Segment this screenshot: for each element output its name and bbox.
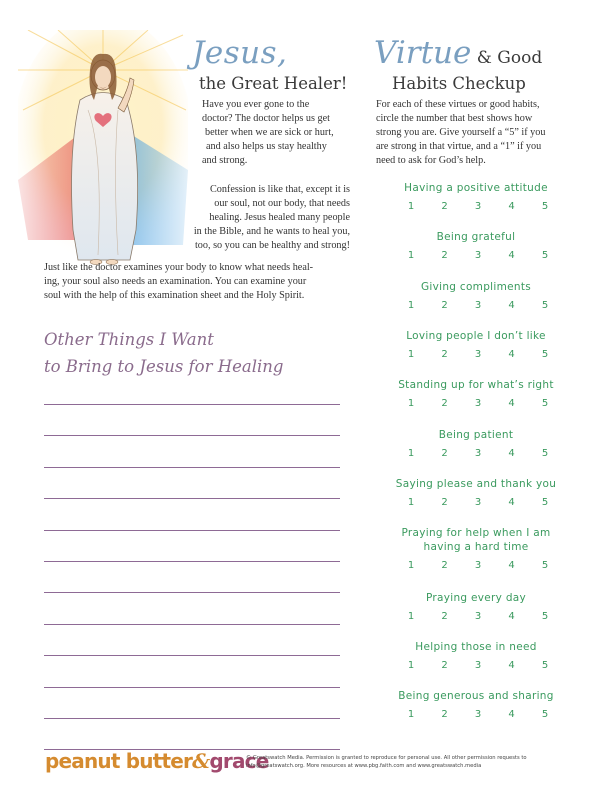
writing-line[interactable] (44, 498, 340, 499)
rating-scale (372, 201, 580, 213)
confession-line: Confession is like that, except it is (209, 184, 350, 195)
rating-option[interactable]: 1 (407, 250, 415, 261)
intro-paragraph (202, 98, 352, 168)
rating-option[interactable]: 4 (508, 398, 515, 409)
rating-option[interactable]: 1 (407, 398, 415, 409)
rating-option[interactable]: 4 (508, 709, 515, 720)
rating-option[interactable]: 3 (474, 660, 482, 671)
intro-line: and strong. (202, 155, 248, 166)
rating-scale (372, 448, 580, 460)
rating-option[interactable]: 2 (441, 349, 448, 360)
writing-lines[interactable] (44, 404, 340, 781)
rating-option[interactable]: 3 (474, 300, 482, 311)
intro-line: doctor? The doctor helps us get (202, 113, 330, 124)
rating-option[interactable]: 1 (407, 300, 415, 311)
rating-option[interactable]: 2 (441, 448, 448, 459)
brand-logo (45, 751, 268, 771)
virtue-label: Praying for help when I am having a hard time (401, 527, 551, 553)
examination-paragraph (44, 261, 349, 303)
writing-line[interactable] (44, 435, 340, 436)
writing-line[interactable] (44, 655, 340, 656)
right-title-word: Virtue (374, 35, 472, 71)
rating-option[interactable]: 1 (407, 497, 415, 508)
left-title: Jesus, (192, 35, 288, 71)
brand-part1: peanut butter (45, 749, 193, 773)
rating-option[interactable]: 2 (441, 709, 448, 720)
instructions-paragraph (376, 98, 576, 168)
virtue-item (372, 640, 580, 672)
rating-option[interactable]: 1 (407, 560, 415, 571)
writing-line[interactable] (44, 561, 340, 562)
writing-line[interactable] (44, 530, 340, 531)
confession-line: in the Bible, and he wants to heal you, (193, 226, 350, 237)
rating-option[interactable]: 3 (474, 497, 482, 508)
writing-line[interactable] (44, 467, 340, 468)
copyright-line: © Greatswatch Media. Permission is granted to reproduce for personal use. All other permission requests to (246, 755, 527, 761)
rating-option[interactable]: 3 (474, 398, 482, 409)
rating-option[interactable]: 3 (474, 448, 482, 459)
rating-option[interactable]: 4 (508, 660, 515, 671)
rating-option[interactable]: 5 (541, 709, 549, 720)
rating-option[interactable]: 3 (474, 250, 482, 261)
rating-option[interactable]: 4 (508, 300, 515, 311)
rating-scale (372, 660, 580, 672)
rating-option[interactable]: 5 (541, 398, 549, 409)
virtue-label: Praying every day (425, 592, 527, 604)
rating-option[interactable]: 5 (541, 560, 549, 571)
intro-line: Have you ever gone to the (202, 99, 310, 110)
rating-option[interactable]: 4 (508, 349, 515, 360)
instructions-line: need to ask for God’s help. (376, 155, 486, 166)
virtue-label: Being patient (438, 429, 514, 441)
rating-option[interactable]: 3 (474, 611, 482, 622)
virtue-label: Standing up for what’s right (398, 379, 554, 391)
right-subtitle: Habits Checkup (392, 74, 526, 93)
virtue-label: Loving people I don’t like (406, 330, 546, 342)
confession-line: our soul, not our body, that needs (214, 198, 350, 209)
writing-line[interactable] (44, 687, 340, 688)
rating-scale (372, 349, 580, 361)
rating-scale (372, 250, 580, 262)
instructions-line: circle the number that best shows how (376, 113, 533, 124)
examination-line: Just like the doctor examines your body to know what needs heal- (44, 262, 314, 273)
rating-option[interactable]: 2 (441, 201, 448, 212)
divine-mercy-illustration (18, 30, 188, 270)
confession-line: too, so you can be healthy and strong! (194, 240, 350, 251)
virtue-item (372, 329, 580, 361)
rating-option[interactable]: 5 (541, 497, 549, 508)
rating-option[interactable]: 3 (474, 560, 482, 571)
right-title (374, 35, 543, 71)
virtue-item (372, 280, 580, 312)
virtue-item (372, 526, 580, 572)
virtue-label: Giving compliments (420, 281, 532, 293)
rating-option[interactable]: 1 (407, 611, 415, 622)
copyright-line: info@greatswatch.org. More resources at www.pbg.faith.com and www.greatswatch.media (246, 763, 482, 769)
rating-option[interactable]: 1 (407, 709, 415, 720)
instructions-line: are strong in that virtue, and a “1” if you (376, 141, 542, 152)
confession-paragraph (180, 183, 350, 253)
rating-option[interactable]: 5 (541, 660, 549, 671)
left-subtitle: the Great Healer! (199, 74, 348, 93)
rating-option[interactable]: 3 (474, 201, 482, 212)
rating-option[interactable]: 4 (508, 448, 515, 459)
rating-scale (372, 560, 580, 572)
other-things-heading-line: to Bring to Jesus for Healing (44, 357, 284, 376)
writing-line[interactable] (44, 404, 340, 405)
rating-option[interactable]: 4 (508, 250, 515, 261)
virtue-label: Saying please and thank you (395, 478, 557, 490)
rating-option[interactable]: 2 (441, 250, 448, 261)
rating-option[interactable]: 3 (474, 709, 482, 720)
confession-line: healing. Jesus healed many people (209, 212, 350, 223)
rating-option[interactable]: 4 (508, 497, 515, 508)
rating-scale (372, 709, 580, 721)
rating-option[interactable]: 5 (541, 201, 549, 212)
examination-line: soul with the help of this examination sheet and the Holy Spirit. (44, 290, 305, 301)
rating-option[interactable]: 3 (474, 349, 482, 360)
examination-line: ing, your soul also needs an examination. You can examine your (44, 276, 307, 287)
brand-part2: grace (209, 749, 269, 773)
brand-amp: & (192, 749, 210, 773)
virtue-label: Having a positive attitude (404, 182, 548, 194)
rating-option[interactable]: 5 (541, 250, 549, 261)
rating-option[interactable]: 2 (441, 611, 448, 622)
rating-option[interactable]: 4 (508, 560, 515, 571)
rating-option[interactable]: 1 (407, 349, 415, 360)
rating-option[interactable]: 2 (441, 398, 448, 409)
rating-scale (372, 611, 580, 623)
intro-line: better when we are sick or hurt, (205, 127, 334, 138)
rating-option[interactable]: 2 (441, 560, 448, 571)
writing-line[interactable] (44, 592, 340, 593)
virtue-item (372, 378, 580, 410)
writing-line[interactable] (44, 718, 340, 719)
rating-option[interactable]: 4 (508, 201, 515, 212)
writing-line[interactable] (44, 624, 340, 625)
rating-scale (372, 398, 580, 410)
instructions-line: strong you are. Give yourself a “5” if you (376, 127, 546, 138)
rating-option[interactable]: 5 (541, 349, 549, 360)
intro-line: and also helps us stay healthy (206, 141, 327, 152)
virtue-item (372, 689, 580, 721)
rating-option[interactable]: 1 (407, 448, 415, 459)
virtue-label: Helping those in need (415, 641, 537, 653)
rating-option[interactable]: 5 (541, 611, 549, 622)
virtue-item (372, 591, 580, 623)
other-things-heading-line: Other Things I Want (44, 330, 214, 349)
copyright-notice (246, 754, 576, 770)
rating-option[interactable]: 1 (407, 660, 415, 671)
virtue-item (372, 181, 580, 213)
virtue-label: Being generous and sharing (398, 690, 554, 702)
instructions-line: For each of these virtues or good habits, (376, 99, 540, 110)
virtue-item (372, 428, 580, 460)
rating-scale (372, 300, 580, 312)
virtue-label: Being grateful (436, 231, 516, 243)
rating-option[interactable]: 2 (441, 660, 448, 671)
other-things-heading (44, 326, 283, 380)
rating-option[interactable]: 5 (541, 448, 549, 459)
virtue-item (372, 230, 580, 262)
rating-option[interactable]: 2 (441, 300, 448, 311)
virtue-item (372, 477, 580, 509)
rating-option[interactable]: 2 (441, 497, 448, 508)
rating-scale (372, 497, 580, 509)
right-title-rest: & Good (471, 48, 543, 68)
rating-option[interactable]: 5 (541, 300, 549, 311)
rating-option[interactable]: 4 (508, 611, 515, 622)
rating-option[interactable]: 1 (407, 201, 415, 212)
